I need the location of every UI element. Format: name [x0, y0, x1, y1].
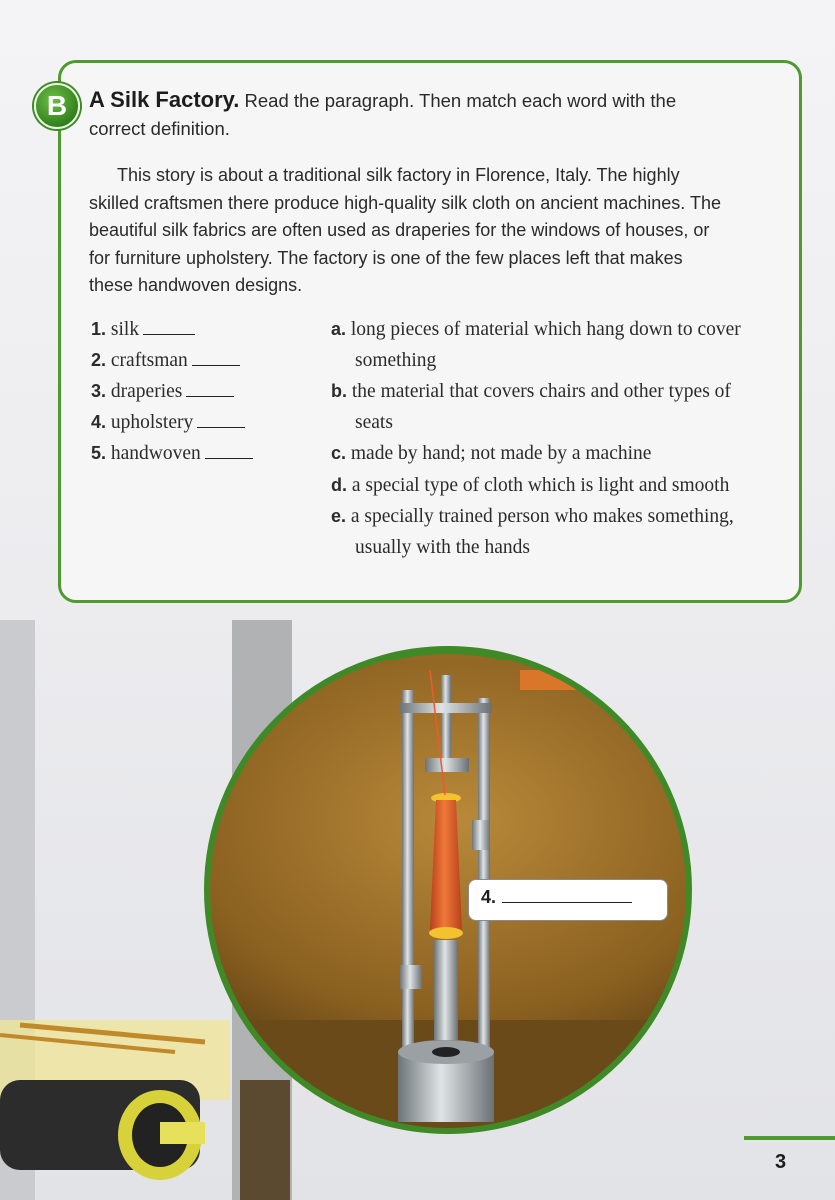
definition-letter: a. [331, 319, 347, 339]
word-text: handwoven [110, 443, 201, 464]
definition-letter: b. [331, 381, 347, 401]
answer-blank[interactable] [192, 348, 240, 366]
callout-number: 4. [481, 887, 497, 907]
definition-letter: d. [331, 474, 347, 495]
word-item [91, 376, 253, 407]
definition-text: a special type of cloth which is light and smooth [351, 474, 730, 496]
factory-illustration [0, 600, 835, 1200]
page-number: 3 [775, 1151, 787, 1173]
word-text: draperies [110, 381, 183, 402]
word-item [91, 314, 253, 345]
definition-list [331, 314, 751, 563]
definition-text: made by hand; not made by a machine [350, 443, 652, 464]
exercise-instructions: Read the paragraph. Then match each word with the correct definition. [89, 90, 677, 139]
definition-text: long pieces of material which hang down to cover something [350, 319, 741, 371]
definition-letter: c. [331, 443, 347, 463]
word-text: upholstery [110, 412, 194, 433]
answer-blank[interactable] [205, 441, 253, 459]
definition-item [331, 501, 751, 563]
answer-blank[interactable] [186, 379, 234, 397]
word-number: 5. [91, 443, 107, 463]
word-text: silk [110, 319, 140, 340]
definition-text: the material that covers chairs and other types of seats [351, 381, 731, 433]
answer-blank[interactable] [143, 317, 195, 335]
word-item [91, 345, 253, 376]
word-list [91, 314, 253, 469]
spool-label-callout[interactable] [468, 879, 668, 921]
word-item [91, 438, 253, 469]
word-text: craftsman [110, 350, 188, 371]
word-number: 2. [91, 350, 107, 370]
exercise-heading [89, 86, 729, 143]
answer-blank[interactable] [197, 410, 245, 428]
section-badge: B [34, 83, 80, 129]
exercise-title: A Silk Factory. [89, 87, 240, 112]
page-number-rule [744, 1136, 835, 1140]
definition-letter: e. [331, 506, 347, 526]
answer-blank[interactable] [502, 888, 632, 903]
reading-paragraph: This story is about a traditional silk factory in Florence, Italy. The highly skilled craftsmen there produce high-quality silk cloth on ancient machines. The beautiful silk fabrics are often used as draperies for the windows of houses, or for furniture upholstery. The factory is one of the few places left that makes these handwoven designs. [89, 165, 721, 295]
definition-text: a specially trained person who makes something, usually with the hands [350, 506, 734, 558]
definition-item [331, 376, 751, 438]
word-item [91, 407, 253, 438]
definition-item [331, 470, 751, 502]
word-number: 3. [91, 381, 107, 401]
word-number: 4. [91, 412, 107, 432]
word-number: 1. [91, 319, 107, 339]
definition-item [331, 314, 751, 376]
definition-item [331, 438, 751, 470]
